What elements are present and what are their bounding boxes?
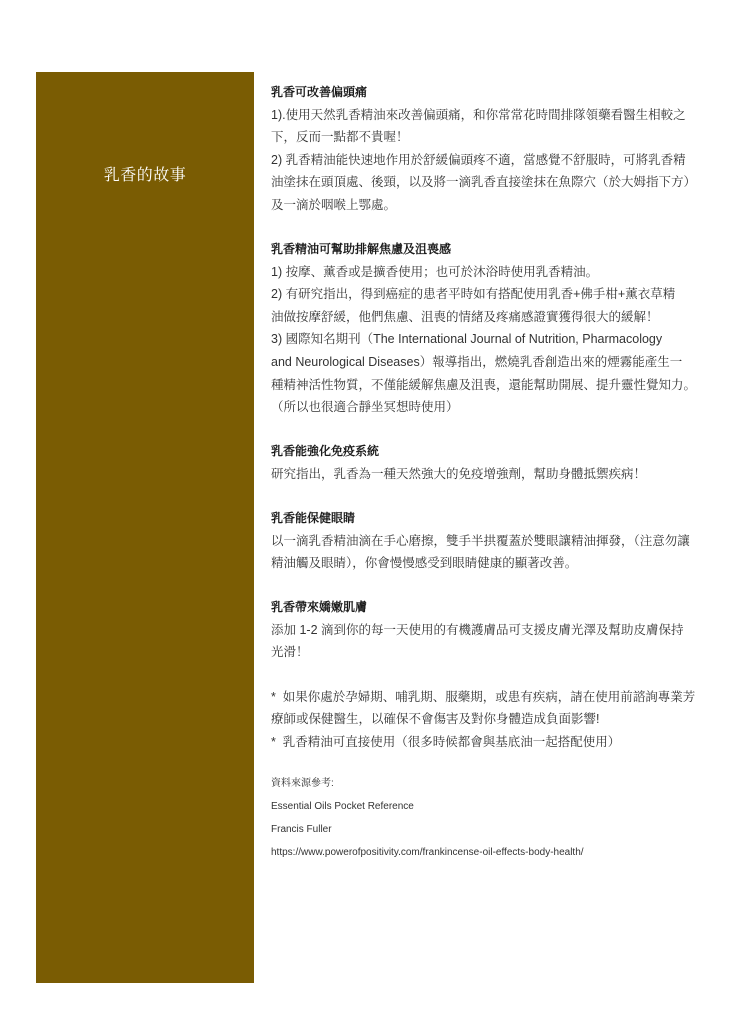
reference-item: Francis Fuller <box>271 824 332 836</box>
section-4 <box>271 507 711 575</box>
section-heading: 乳香能強化免疫系統 <box>271 444 380 459</box>
section-heading: 乳香精油可幫助排解焦慮及沮喪感 <box>271 242 452 257</box>
reference-item: Essential Oils Pocket Reference <box>271 801 414 813</box>
body-line: 精油觸及眼睛），你會慢慢感受到眼睛健康的顯著改善。 <box>271 556 578 571</box>
sidebar-title: 乳香的故事 <box>103 167 187 184</box>
body-line: 以一滴乳香精油滴在手心磨擦，雙手半拱覆蓋於雙眼讓精油揮發，（注意勿讓 <box>271 533 690 548</box>
notes-block <box>271 686 711 754</box>
body-line: 2) 乳香精油能快速地作用於舒緩偏頭疼不適，當感覺不舒服時，可將乳香精 <box>271 152 686 167</box>
body-line: 及一滴於咽喉上鄂處。 <box>271 197 397 212</box>
reference-item: https://www.powerofpositivity.com/frankincense-oil-effects-body-health/ <box>271 847 584 859</box>
body-line: 光滑！ <box>271 645 309 660</box>
body-line: （所以也很適合靜坐冥想時使用） <box>271 400 459 415</box>
body-line: 3) 國際知名期刊（The International Journal of Nutrition, Pharmacology <box>271 332 663 347</box>
body-line: 1).使用天然乳香精油來改善偏頭痛，和你常常花時間排隊領藥看醫生相較之 <box>271 107 686 122</box>
body-line: 種精神活性物質，不僅能緩解焦慮及沮喪，還能幫助開展、提升靈性覺知力。 <box>271 377 697 392</box>
references-label: 資料來源參考: <box>271 778 334 790</box>
sections-container <box>271 81 711 664</box>
body-line: 研究指出，乳香為一種天然強大的免疫增強劑，幫助身體抵禦疾病！ <box>271 466 647 481</box>
section-heading: 乳香可改善偏頭痛 <box>271 85 368 99</box>
body-line: 1) 按摩、薰香或是擴香使用；也可於沐浴時使用乳香精油。 <box>271 264 599 279</box>
section-1 <box>271 81 711 217</box>
note-line: * 如果你處於孕婦期、哺乳期、服藥期，或患有疾病，請在使用前諮詢專業芳 <box>271 689 696 704</box>
section-3 <box>271 440 711 485</box>
section-5 <box>271 596 711 664</box>
section-heading: 乳香能保健眼睛 <box>271 511 356 525</box>
body-line: 油做按摩舒緩，他們焦慮、沮喪的情緒及疼痛感證實獲得很大的緩解！ <box>271 309 659 324</box>
body-line: 添加 1-2 滴到你的每一天使用的有機護膚品可支援皮膚光澤及幫助皮膚保持 <box>271 622 684 637</box>
note-line: 療師或保健醫生，以確保不會傷害及對你身體造成負面影響! <box>271 712 600 727</box>
references-block <box>271 772 711 864</box>
content-column <box>271 81 711 864</box>
sidebar-panel <box>36 72 254 983</box>
section-2 <box>271 238 711 419</box>
body-line: 2) 有研究指出，得到癌症的患者平時如有搭配使用乳香+佛手柑+薰衣草精 <box>271 287 676 302</box>
body-line: and Neurological Diseases）報導指出，燃燒乳香創造出來的煙霧能產生一 <box>271 355 683 370</box>
note-line: * 乳香精油可直接使用（很多時候都會與基底油一起搭配使用） <box>271 734 621 749</box>
section-heading: 乳香帶來嬌嫩肌膚 <box>271 600 368 615</box>
body-line: 油塗抹在頭頂處、後頸，以及將一滴乳香直接塗抹在魚際穴（於大姆指下方） <box>271 175 697 190</box>
body-line: 下，反而一點都不貴喔！ <box>271 130 409 145</box>
